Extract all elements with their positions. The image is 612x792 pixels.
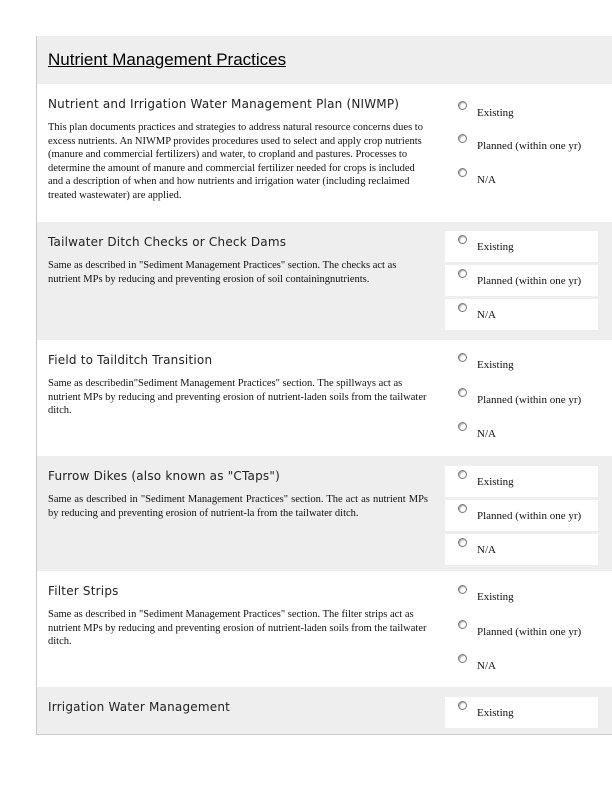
practice-description: This plan documents practices and strategies to address natural resource concerns dues to excess nutrients. An NIWMP provides procedures used to select and apply crop nutrients (manure and commercial fertilizers) and water, to cropland and pastures. Processes to determine the amount of manure and commercial fertilizer needed for crops is included and a description of when and how nutrients and irrigation water (including reclaimed treated wastewater) are applied.: [48, 122, 423, 201]
form-page: [36, 36, 612, 735]
option-label: Existing: [477, 476, 514, 488]
option-label: N/A: [477, 428, 496, 440]
option-label: N/A: [477, 660, 496, 672]
practice-row-irrigation-water-management: [37, 687, 612, 734]
practice-title: Irrigation Water Management: [48, 700, 231, 714]
option-label: N/A: [477, 309, 496, 321]
practice-description: Same as described in "Sediment Management Practices" section. The checks act as nutrient MPs by reducing and preventing erosion of soil containingnutrients.: [48, 260, 397, 285]
radio-button[interactable]: [458, 388, 467, 397]
option-existing[interactable]: [445, 231, 598, 262]
practice-row-niwmp: [37, 84, 612, 222]
option-label: Planned (within one yr): [477, 140, 582, 152]
option-existing[interactable]: [445, 697, 598, 728]
option-label: Existing: [477, 359, 514, 371]
radio-button[interactable]: [458, 168, 467, 177]
radio-button[interactable]: [458, 701, 467, 710]
option-label: Planned (within one yr): [477, 626, 582, 638]
option-label: N/A: [477, 174, 496, 186]
radio-button[interactable]: [458, 654, 467, 663]
option-label: Existing: [477, 107, 514, 119]
practice-row-tailwater-ditch-checks: [37, 222, 612, 340]
radio-button[interactable]: [458, 235, 467, 244]
option-label: Existing: [477, 241, 514, 253]
practice-description: Same as describedin"Sediment Management Practices" section. The spillways act as nutrient MPs by reducing and preventing erosion of nutrient-laden soils from the tailwater ditch.: [48, 378, 427, 416]
option-planned[interactable]: [445, 265, 598, 296]
option-na[interactable]: [445, 164, 598, 195]
option-label: Existing: [477, 591, 514, 603]
practice-title: Field to Tailditch Transition: [48, 353, 213, 367]
option-planned[interactable]: [445, 616, 598, 647]
option-label: Planned (within one yr): [477, 275, 582, 287]
option-planned[interactable]: [445, 384, 598, 415]
option-existing[interactable]: [445, 97, 598, 128]
radio-button[interactable]: [458, 585, 467, 594]
option-label: Planned (within one yr): [477, 510, 582, 522]
radio-button[interactable]: [458, 620, 467, 629]
option-label: Planned (within one yr): [477, 394, 582, 406]
option-label: Existing: [477, 707, 514, 719]
option-planned[interactable]: [445, 500, 598, 531]
practice-title: Furrow Dikes (also known as "CTaps"): [48, 469, 280, 483]
option-na[interactable]: [445, 299, 598, 330]
practice-title: Tailwater Ditch Checks or Check Dams: [48, 235, 287, 249]
section-header: [37, 36, 612, 84]
radio-button[interactable]: [458, 470, 467, 479]
practice-title: Nutrient and Irrigation Water Management Plan (NIWMP): [48, 97, 400, 111]
radio-button[interactable]: [458, 538, 467, 547]
radio-button[interactable]: [458, 422, 467, 431]
option-na[interactable]: [445, 534, 598, 565]
practice-row-field-to-tailditch: [37, 340, 612, 456]
option-planned[interactable]: [445, 130, 598, 161]
radio-button[interactable]: [458, 353, 467, 362]
section-title: Nutrient Management Practices: [48, 50, 287, 69]
radio-button[interactable]: [458, 101, 467, 110]
radio-button[interactable]: [458, 303, 467, 312]
option-existing[interactable]: [445, 466, 598, 497]
practice-description: Same as described in "Sediment Management Practices" section. The filter strips act as nutrient MPs by reducing and preventing erosion of nutrient-laden soils from the tailwater ditch.: [48, 609, 427, 647]
practice-row-filter-strips: [37, 571, 612, 687]
option-na[interactable]: [445, 650, 598, 681]
radio-button[interactable]: [458, 134, 467, 143]
radio-button[interactable]: [458, 504, 467, 513]
option-na[interactable]: [445, 418, 598, 449]
practice-description: Same as described in "Sediment Management Practices" section. The act as nutrient MPs by reducing and preventing erosion of nutrient-la from the tailwater ditch.: [48, 494, 428, 519]
practice-title: Filter Strips: [48, 584, 119, 598]
option-label: N/A: [477, 544, 496, 556]
radio-button[interactable]: [458, 269, 467, 278]
option-existing[interactable]: [445, 581, 598, 612]
practice-row-furrow-dikes: [37, 456, 612, 571]
option-existing[interactable]: [445, 349, 598, 380]
